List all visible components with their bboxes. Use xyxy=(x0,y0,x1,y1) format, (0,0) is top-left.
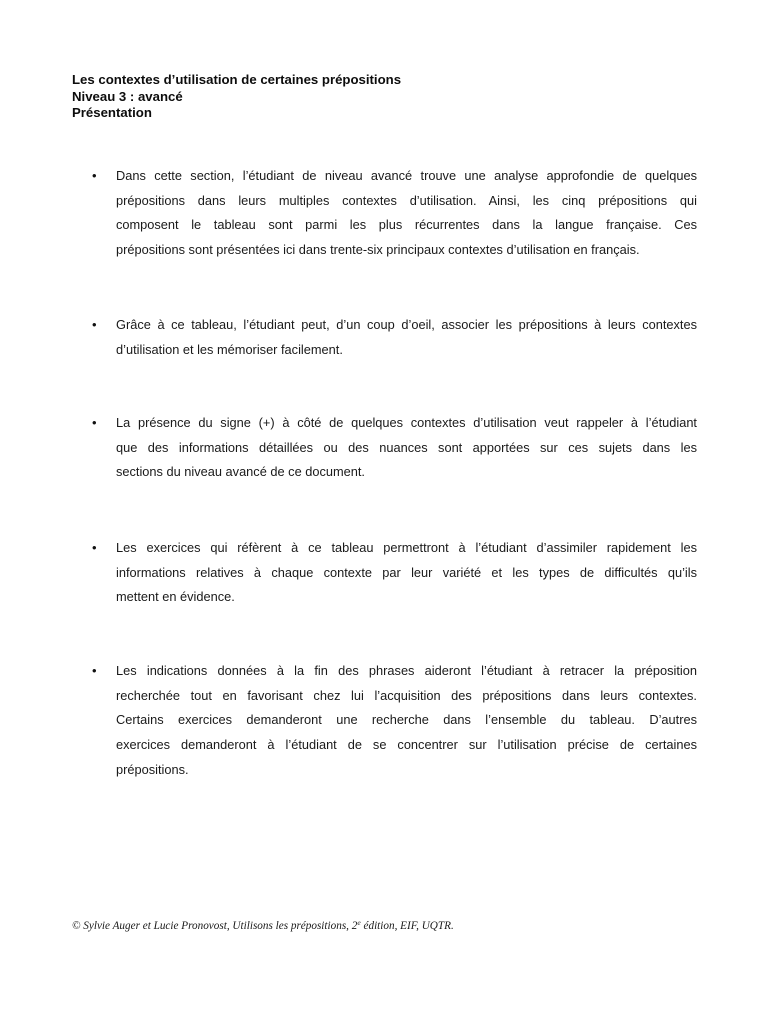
list-item xyxy=(116,411,697,485)
list-item-line: composent le tableau sont parmi les plus récurrentes dans la langue française. Ces xyxy=(116,217,697,233)
list-item-line: sections du niveau avancé de ce document. xyxy=(116,464,365,480)
list-item-line: La présence du signe (+) à côté de quelques contextes d’utilisation veut rappeler à l’étudiant xyxy=(116,415,697,430)
list-item-line: Les exercices qui réfèrent à ce tableau permettront à l’étudiant d’assimiler rapidement les xyxy=(116,540,697,555)
bullet-marker: • xyxy=(92,168,97,183)
footer-text-end: édition, EIF, UQTR. xyxy=(360,920,454,932)
list-item-line: prépositions. xyxy=(116,761,189,777)
list-item-line: exercices demanderont à l’étudiant de se concentrer sur l’utilisation précise de certaines xyxy=(116,737,697,753)
list-item-line: Grâce à ce tableau, l’étudiant peut, d’un coup d’oeil, associer les prépositions à leurs contextes xyxy=(116,317,697,332)
list-item xyxy=(116,659,697,783)
bullet-marker: • xyxy=(92,415,97,430)
list-item-line: que des informations détaillées ou des nuances sont apportées sur ces sujets dans les xyxy=(116,439,697,455)
list-item xyxy=(116,313,697,362)
list-item-line: recherchée tout en favorisant chez lui l’acquisition des prépositions dans leurs contextes. xyxy=(116,687,697,703)
list-item-line: Dans cette section, l’étudiant de niveau avancé trouve une analyse approfondie de quelques xyxy=(116,168,697,183)
list-item xyxy=(116,536,697,610)
list-item-line: prépositions sont présentées ici dans trente-six principaux contextes d’utilisation en français. xyxy=(116,242,640,258)
list-item xyxy=(116,164,697,263)
copyright-footer xyxy=(72,918,454,932)
document-header xyxy=(72,72,401,122)
list-item-line: d’utilisation et les mémoriser facilement. xyxy=(116,341,343,357)
list-item-line: Certains exercices demanderont une recherche dans l’ensemble du tableau. D’autres xyxy=(116,712,697,728)
level-heading: Niveau 3 : avancé xyxy=(72,88,183,104)
list-item-line: prépositions dans leurs multiples contextes d’utilisation. Ainsi, les cinq prépositions qui xyxy=(116,192,697,208)
bullet-marker: • xyxy=(92,317,97,332)
bullet-marker: • xyxy=(92,540,97,555)
footer-superscript: e xyxy=(357,918,361,927)
footer-text: © Sylvie Auger et Lucie Pronovost, Utilisons les prépositions, 2 xyxy=(72,920,358,932)
document-title: Les contextes d’utilisation de certaines prépositions xyxy=(72,72,402,87)
bullet-marker: • xyxy=(92,663,97,678)
list-item-line: Les indications données à la fin des phrases aideront l’étudiant à retracer la préposition xyxy=(116,663,697,678)
section-heading: Présentation xyxy=(72,105,152,120)
list-item-line: informations relatives à chaque contexte par leur variété et les types de difficultés qu’ils xyxy=(116,564,697,580)
list-item-line: mettent en évidence. xyxy=(116,589,235,605)
